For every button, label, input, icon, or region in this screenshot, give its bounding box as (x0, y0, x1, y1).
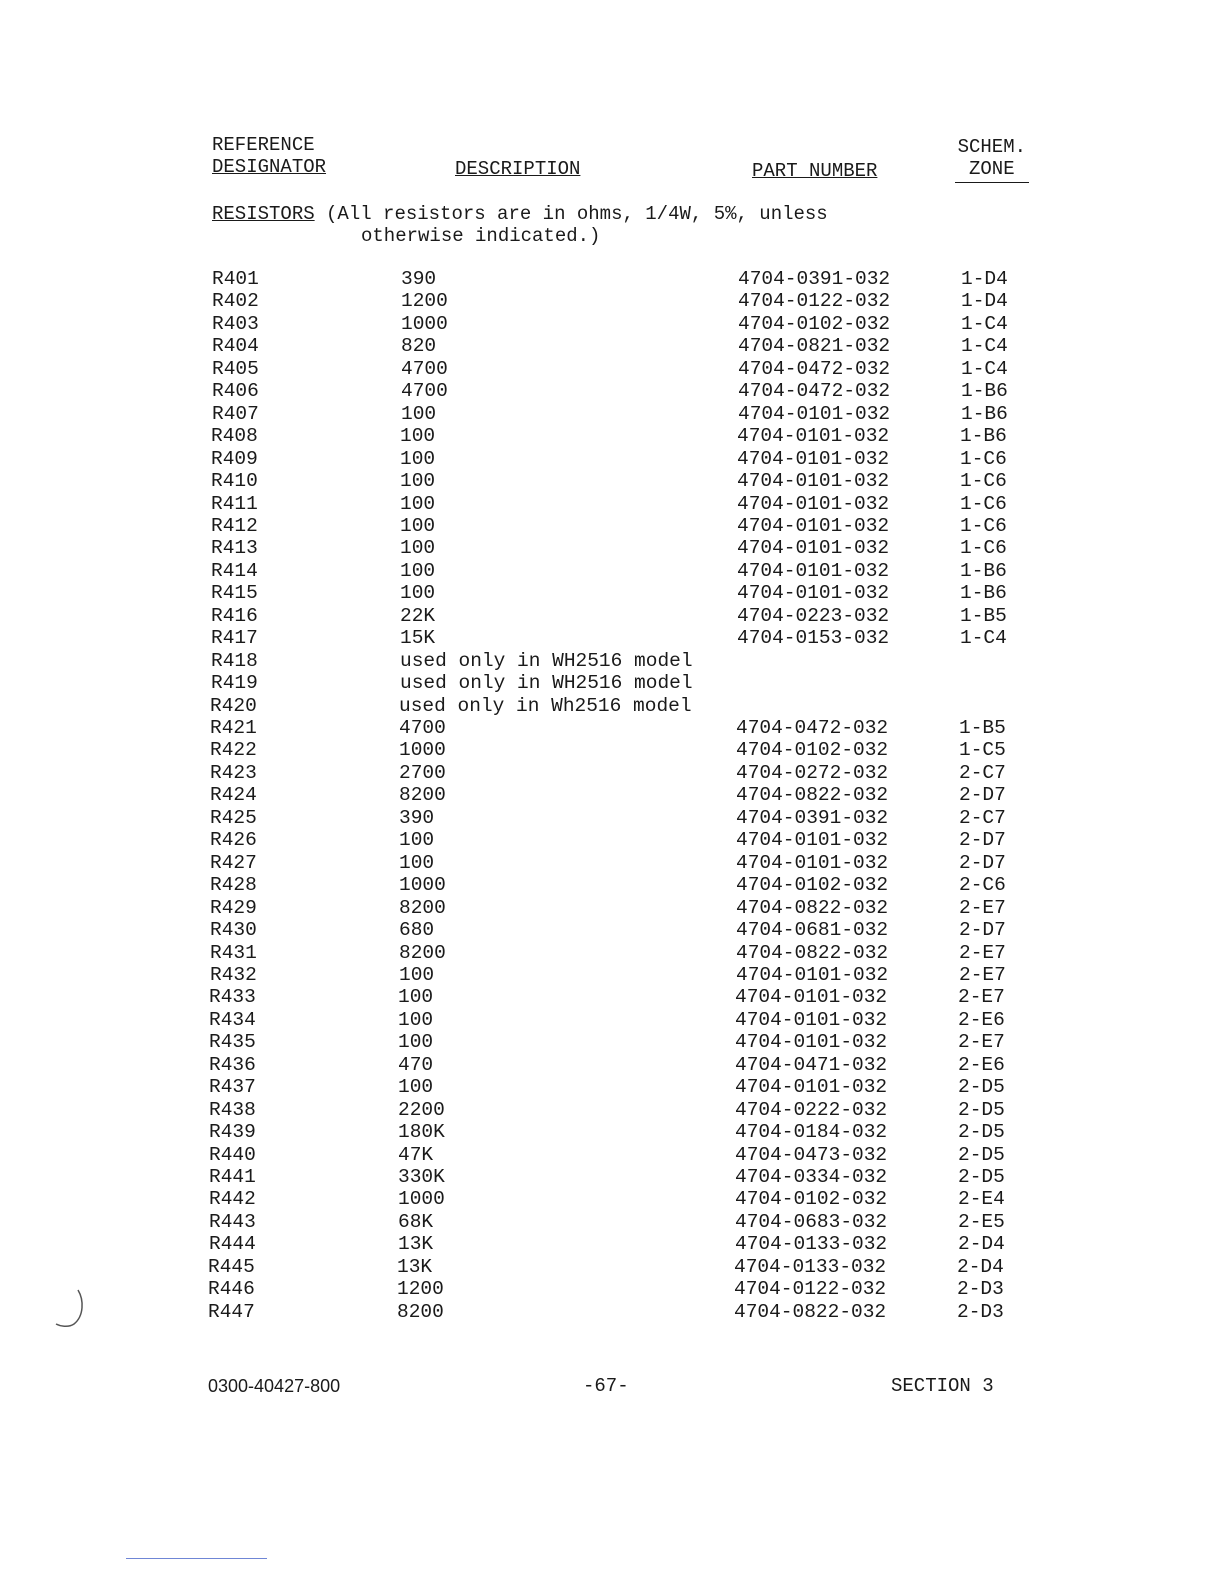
parts-row (0, 1144, 1224, 1166)
description: 2200 (398, 1098, 445, 1121)
part-number: 4704-0681-032 (736, 919, 889, 942)
part-number: 4704-0101-032 (737, 537, 890, 560)
schem-zone: 2-D3 (957, 1300, 1004, 1323)
part-number: 4704-0391-032 (738, 268, 891, 290)
reference-designator: R421 (210, 717, 257, 739)
reference-designator: R425 (210, 806, 257, 829)
part-number: 4704-0102-032 (736, 874, 889, 897)
part-number: 4704-0822-032 (736, 784, 889, 807)
description: 4700 (401, 380, 448, 403)
footer-page-number: -67- (583, 1375, 629, 1397)
schem-zone: 2-D7 (959, 829, 1006, 852)
schem-zone: 1-B6 (960, 425, 1007, 448)
description: 15K (400, 627, 436, 650)
reference-designator: R416 (211, 604, 258, 627)
reference-designator: R447 (208, 1300, 255, 1323)
parts-row (0, 919, 1224, 941)
schem-zone: 2-E7 (959, 963, 1006, 986)
parts-row (0, 403, 1224, 425)
description: 2700 (399, 761, 446, 784)
reference-designator: R436 (209, 1053, 256, 1076)
description: 100 (400, 537, 436, 560)
description: 100 (398, 1031, 434, 1054)
parts-row (0, 897, 1224, 919)
parts-row (0, 1121, 1224, 1143)
reference-designator: R435 (209, 1031, 256, 1054)
description: 330K (398, 1166, 445, 1188)
parts-row (0, 874, 1224, 896)
part-number: 4704-0101-032 (737, 470, 890, 493)
schem-zone: 2-D5 (958, 1076, 1005, 1099)
schem-zone: 2-E7 (959, 896, 1006, 919)
schem-zone: 1-C4 (961, 312, 1008, 335)
schem-zone: 1-C5 (959, 739, 1006, 762)
reference-designator: R426 (210, 829, 257, 852)
schem-zone: 2-E5 (958, 1210, 1005, 1233)
parts-row (0, 605, 1224, 627)
description: 820 (401, 335, 437, 358)
resistors-section-heading (212, 203, 828, 247)
parts-row (0, 1076, 1224, 1098)
description: 390 (401, 268, 437, 290)
description: 1000 (398, 1188, 445, 1211)
part-number: 4704-0822-032 (736, 896, 889, 919)
description: used only in Wh2516 model (399, 694, 692, 717)
part-number: 4704-0222-032 (735, 1098, 888, 1121)
reference-designator: R439 (209, 1121, 256, 1144)
reference-designator: R444 (209, 1233, 256, 1256)
schem-zone: 2-C7 (959, 806, 1006, 829)
parts-row (0, 335, 1224, 357)
reference-designator: R428 (210, 874, 257, 897)
parts-row (0, 493, 1224, 515)
description: 8200 (399, 896, 446, 919)
schem-zone: 2-D7 (959, 784, 1006, 807)
description: 1000 (399, 739, 446, 762)
part-number: 4704-0821-032 (738, 335, 891, 358)
part-number: 4704-0272-032 (736, 761, 889, 784)
reference-designator: R414 (211, 559, 258, 582)
schem-zone: 1-C4 (961, 357, 1008, 380)
parts-row (0, 470, 1224, 492)
reference-designator: R424 (210, 784, 257, 807)
reference-designator: R408 (211, 425, 258, 448)
parts-row (0, 1009, 1224, 1031)
part-number: 4704-0153-032 (737, 627, 890, 650)
reference-designator: R443 (209, 1210, 256, 1233)
description: used only in WH2516 model (400, 672, 693, 695)
schem-zone: 1-C6 (960, 492, 1007, 515)
part-number: 4704-0133-032 (735, 1233, 888, 1256)
schem-zone: 2-E7 (958, 986, 1005, 1009)
parts-row (0, 717, 1224, 739)
schem-zone: 1-C6 (960, 447, 1007, 470)
part-number: 4704-0822-032 (734, 1300, 887, 1323)
schem-zone: 2-D5 (958, 1121, 1005, 1144)
description: 100 (400, 514, 436, 537)
schem-zone: 2-E7 (959, 941, 1006, 964)
reference-designator: R402 (212, 290, 259, 313)
description: 470 (398, 1053, 434, 1076)
parts-row (0, 762, 1224, 784)
reference-designator: R417 (211, 627, 258, 650)
schem-zone: 2-E6 (958, 1053, 1005, 1076)
schem-zone: 1-B6 (961, 380, 1008, 403)
schem-zone: 1-C4 (961, 335, 1008, 358)
parts-row (0, 448, 1224, 470)
part-number: 4704-0473-032 (735, 1143, 888, 1166)
reference-designator: R404 (212, 335, 259, 358)
part-number: 4704-0101-032 (737, 582, 890, 605)
reference-designator: R429 (210, 896, 257, 919)
parts-row (0, 358, 1224, 380)
parts-row (0, 1278, 1224, 1300)
schem-zone: 1-B5 (959, 717, 1006, 739)
section-note-line1: (All resistors are in ohms, 1/4W, 5%, unless (326, 203, 828, 225)
reference-designator: R401 (212, 268, 259, 290)
schem-zone: 2-C7 (959, 761, 1006, 784)
part-number: 4704-0101-032 (735, 986, 888, 1009)
column-header-zone-line1: SCHEM. (957, 136, 1027, 158)
description: 8200 (399, 941, 446, 964)
column-header-part-number: PART NUMBER (752, 160, 878, 182)
reference-designator: R423 (210, 761, 257, 784)
part-number: 4704-0471-032 (735, 1053, 888, 1076)
schem-zone: 2-D4 (957, 1255, 1004, 1278)
schem-zone: 1-B5 (960, 604, 1007, 627)
part-number: 4704-0101-032 (737, 514, 890, 537)
description: 13K (397, 1255, 433, 1278)
parts-row (0, 560, 1224, 582)
description: 4700 (401, 357, 448, 380)
parts-row (0, 627, 1224, 649)
parts-row (0, 964, 1224, 986)
reference-designator: R422 (210, 739, 257, 762)
parts-row (0, 739, 1224, 761)
schem-zone: 1-B6 (960, 559, 1007, 582)
part-number: 4704-0822-032 (736, 941, 889, 964)
reference-designator: R433 (209, 986, 256, 1009)
description: 22K (400, 604, 436, 627)
parts-row (0, 1166, 1224, 1188)
description: 100 (398, 986, 434, 1009)
reference-designator: R406 (212, 380, 259, 403)
description: 47K (398, 1143, 434, 1166)
section-note-line2: otherwise indicated.) (361, 225, 601, 247)
description: 100 (400, 492, 436, 515)
reference-designator: R411 (211, 492, 258, 515)
parts-row (0, 1233, 1224, 1255)
reference-designator: R420 (210, 694, 257, 717)
parts-row (0, 852, 1224, 874)
part-number: 4704-0101-032 (737, 425, 890, 448)
description: 100 (398, 1008, 434, 1031)
parts-row (0, 986, 1224, 1008)
scan-edge-line (126, 1558, 267, 1559)
part-number: 4704-0472-032 (738, 357, 891, 380)
description: 100 (398, 1076, 434, 1099)
part-number: 4704-0102-032 (736, 739, 889, 762)
part-number: 4704-0101-032 (737, 559, 890, 582)
description: 8200 (399, 784, 446, 807)
parts-row (0, 290, 1224, 312)
part-number: 4704-0102-032 (735, 1188, 888, 1211)
parts-row (0, 1054, 1224, 1076)
reference-designator: R432 (210, 963, 257, 986)
section-label: RESISTORS (212, 203, 315, 225)
part-number: 4704-0101-032 (735, 1008, 888, 1031)
footer-document-number: 0300-40427-800 (208, 1376, 341, 1396)
schem-zone: 2-D5 (958, 1098, 1005, 1121)
parts-row (0, 784, 1224, 806)
reference-designator: R419 (211, 672, 258, 695)
column-header-reference-designator (212, 134, 326, 178)
part-number: 4704-0334-032 (735, 1166, 888, 1188)
part-number: 4704-0101-032 (736, 851, 889, 874)
reference-designator: R445 (208, 1255, 255, 1278)
reference-designator: R437 (209, 1076, 256, 1099)
part-number: 4704-0101-032 (737, 492, 890, 515)
part-number: 4704-0391-032 (736, 806, 889, 829)
parts-row (0, 1301, 1224, 1323)
part-number: 4704-0101-032 (735, 1076, 888, 1099)
description: 4700 (399, 717, 446, 739)
part-number: 4704-0122-032 (738, 290, 891, 313)
binding-hole-mark (52, 1286, 92, 1330)
column-header-schem-zone (955, 136, 1029, 183)
description: 100 (400, 582, 436, 605)
description: used only in WH2516 model (400, 649, 693, 672)
parts-row (0, 1031, 1224, 1053)
schem-zone: 2-D3 (957, 1278, 1004, 1301)
description: 100 (401, 402, 437, 425)
reference-designator: R446 (208, 1278, 255, 1301)
parts-row (0, 313, 1224, 335)
reference-designator: R427 (210, 851, 257, 874)
schem-zone: 2-E4 (958, 1188, 1005, 1211)
schem-zone: 2-D5 (958, 1166, 1005, 1188)
schem-zone: 1-B6 (960, 582, 1007, 605)
parts-row (0, 1099, 1224, 1121)
parts-row (0, 1256, 1224, 1278)
part-number: 4704-0101-032 (735, 1031, 888, 1054)
schem-zone: 1-B6 (961, 402, 1008, 425)
parts-row (0, 942, 1224, 964)
description: 100 (400, 559, 436, 582)
part-number: 4704-0101-032 (737, 447, 890, 470)
part-number: 4704-0223-032 (737, 604, 890, 627)
reference-designator: R412 (211, 514, 258, 537)
part-number: 4704-0101-032 (736, 963, 889, 986)
reference-designator: R415 (211, 582, 258, 605)
parts-row (0, 672, 1224, 694)
description: 13K (398, 1233, 434, 1256)
schem-zone: 2-E7 (958, 1031, 1005, 1054)
column-header-reference-line1: REFERENCE (212, 134, 315, 156)
description: 180K (398, 1121, 445, 1144)
reference-designator: R410 (211, 470, 258, 493)
parts-row (0, 380, 1224, 402)
reference-designator: R418 (211, 649, 258, 672)
description: 680 (399, 919, 435, 942)
description: 100 (400, 447, 436, 470)
reference-designator: R405 (212, 357, 259, 380)
description: 100 (399, 963, 435, 986)
schem-zone: 1-C6 (960, 514, 1007, 537)
schem-zone: 2-D7 (959, 851, 1006, 874)
part-number: 4704-0102-032 (738, 312, 891, 335)
part-number: 4704-0101-032 (738, 402, 891, 425)
description: 1000 (401, 312, 448, 335)
footer-section: SECTION 3 (891, 1375, 994, 1397)
reference-designator: R438 (209, 1098, 256, 1121)
description: 1000 (399, 874, 446, 897)
description: 100 (400, 425, 436, 448)
part-number: 4704-0133-032 (734, 1255, 887, 1278)
schem-zone: 1-D4 (961, 290, 1008, 313)
schem-zone: 1-D4 (961, 268, 1008, 290)
part-number: 4704-0472-032 (736, 717, 889, 739)
column-header-reference-line2: DESIGNATOR (212, 156, 327, 178)
schem-zone: 2-D4 (958, 1233, 1005, 1256)
schem-zone: 2-C6 (959, 874, 1006, 897)
reference-designator: R431 (210, 941, 257, 964)
schem-zone: 2-D5 (958, 1143, 1005, 1166)
part-number: 4704-0122-032 (734, 1278, 887, 1301)
reference-designator: R442 (209, 1188, 256, 1211)
reference-designator: R407 (212, 402, 259, 425)
part-number: 4704-0101-032 (736, 829, 889, 852)
column-header-description: DESCRIPTION (455, 158, 581, 180)
description: 8200 (397, 1300, 444, 1323)
part-number: 4704-0184-032 (735, 1121, 888, 1144)
reference-designator: R441 (209, 1166, 256, 1188)
parts-row (0, 515, 1224, 537)
description: 100 (399, 829, 435, 852)
reference-designator: R440 (209, 1143, 256, 1166)
schem-zone: 1-C6 (960, 470, 1007, 493)
parts-row (0, 807, 1224, 829)
parts-row (0, 1211, 1224, 1233)
parts-row (0, 268, 1224, 290)
part-number: 4704-0472-032 (738, 380, 891, 403)
reference-designator: R403 (212, 312, 259, 335)
parts-row (0, 695, 1224, 717)
parts-row (0, 537, 1224, 559)
reference-designator: R434 (209, 1008, 256, 1031)
description: 1200 (397, 1278, 444, 1301)
parts-row (0, 650, 1224, 672)
reference-designator: R413 (211, 537, 258, 560)
parts-row (0, 425, 1224, 447)
schem-zone: 1-C4 (960, 627, 1007, 650)
description: 100 (400, 470, 436, 493)
reference-designator: R409 (211, 447, 258, 470)
schem-zone: 2-E6 (958, 1008, 1005, 1031)
parts-row (0, 1188, 1224, 1210)
parts-row (0, 582, 1224, 604)
schem-zone: 2-D7 (959, 919, 1006, 942)
description: 390 (399, 806, 435, 829)
description: 1200 (401, 290, 448, 313)
schem-zone: 1-C6 (960, 537, 1007, 560)
part-number: 4704-0683-032 (735, 1210, 888, 1233)
parts-row (0, 829, 1224, 851)
description: 100 (399, 851, 435, 874)
column-header-zone-line2: ZONE (955, 158, 1029, 183)
description: 68K (398, 1210, 434, 1233)
reference-designator: R430 (210, 919, 257, 942)
